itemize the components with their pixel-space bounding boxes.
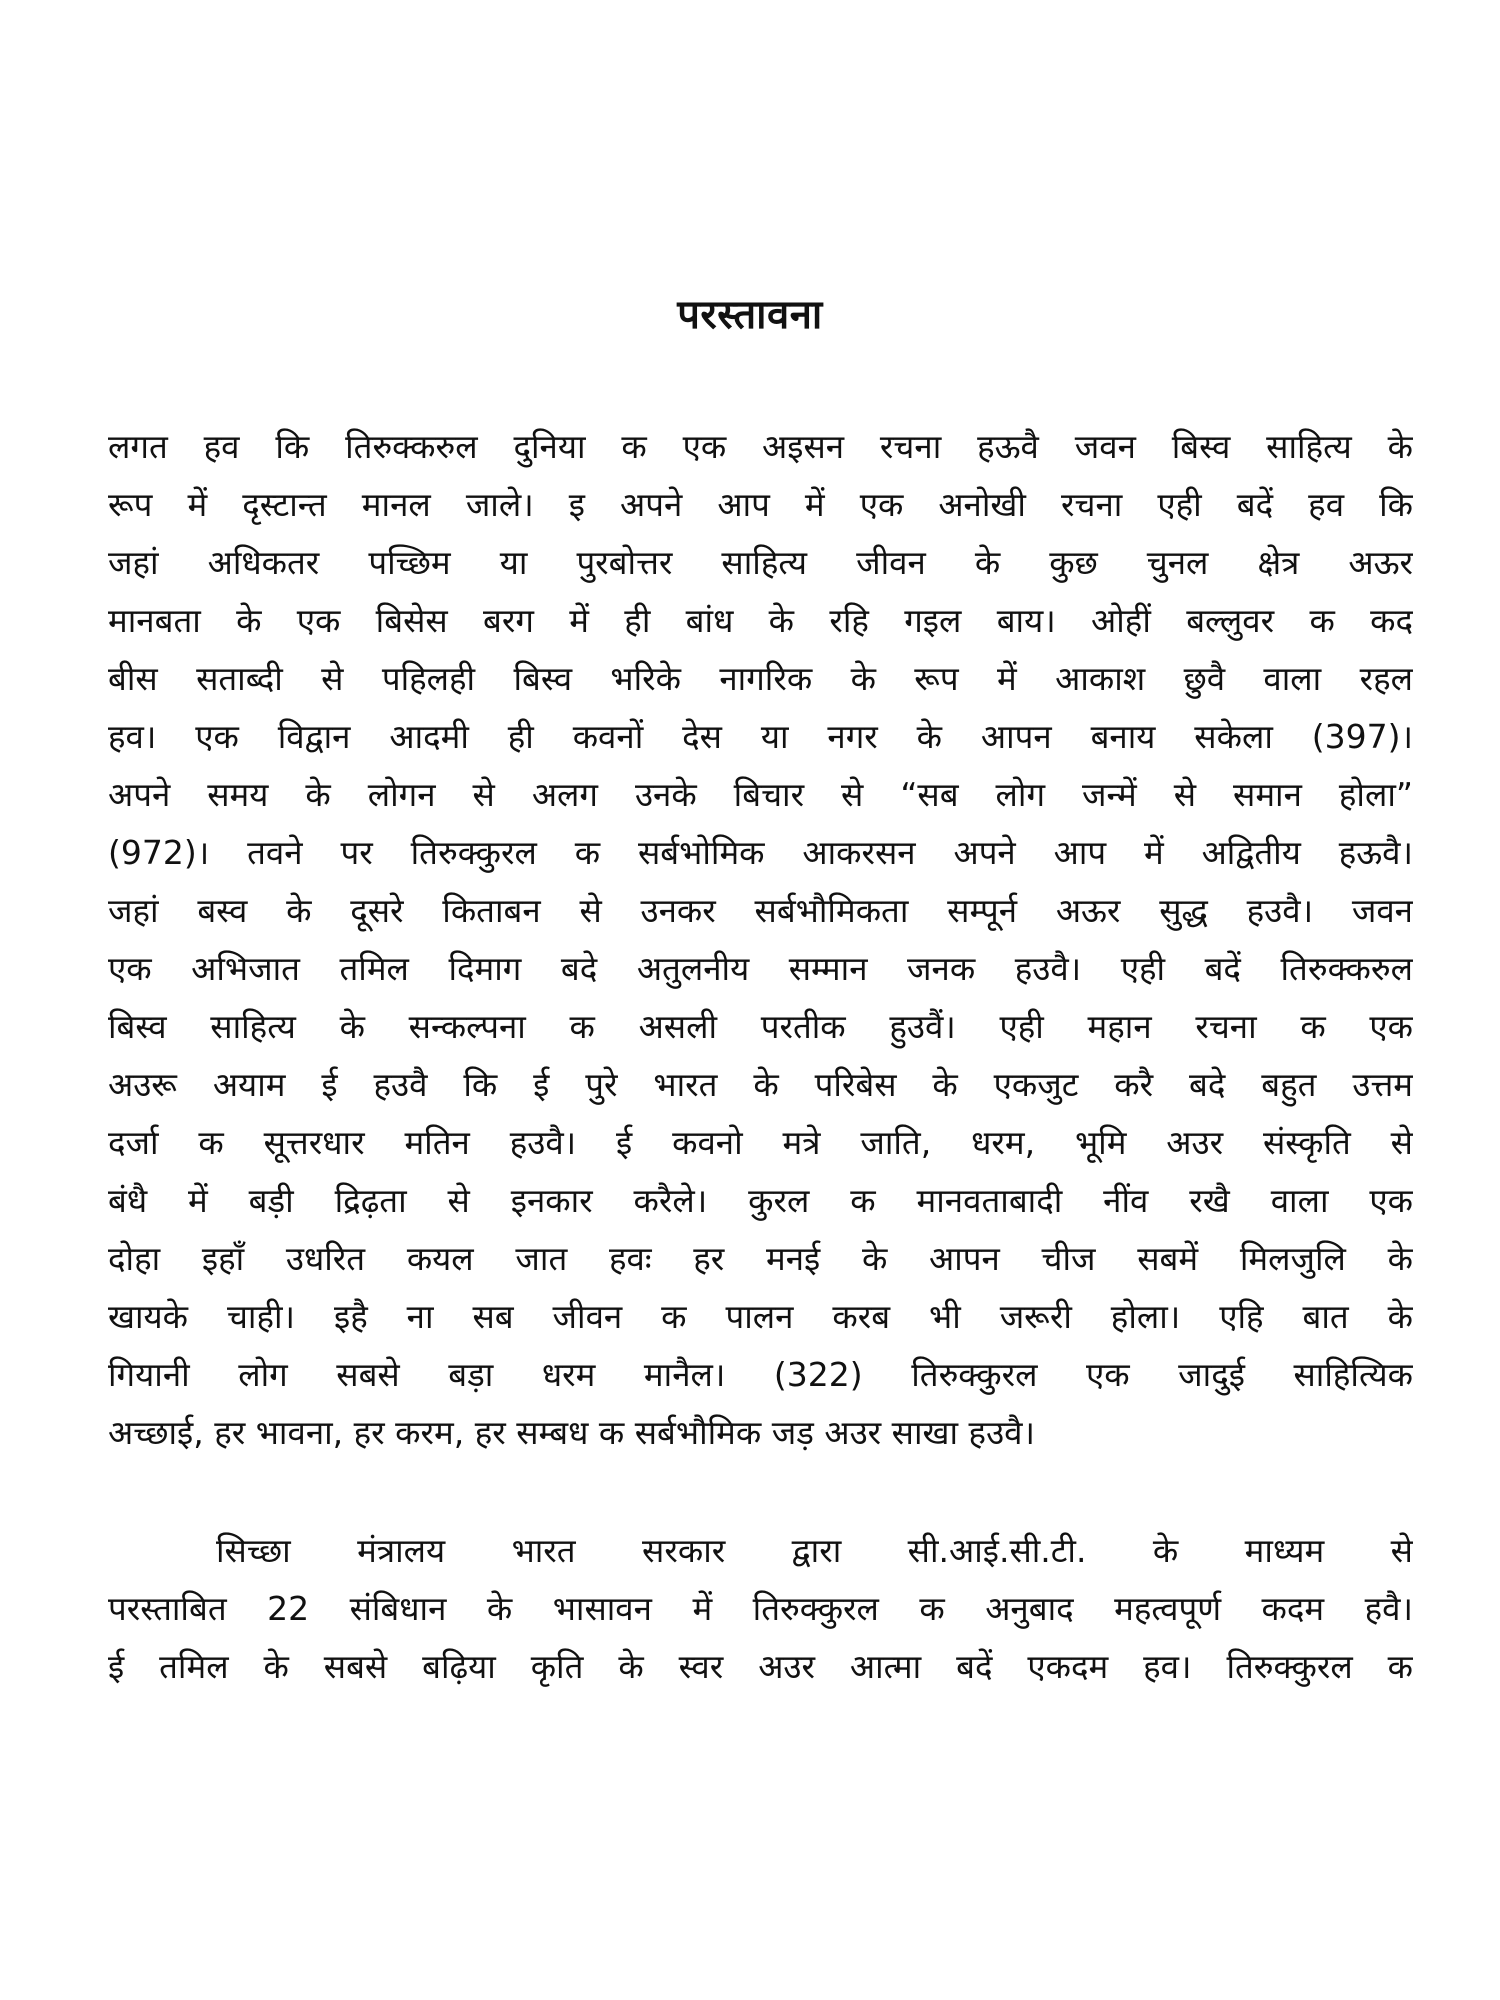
paragraph1-line-8: (972)। तवने पर तिरुक्कुरल क सर्बभोमिक आकरसन अपने आप में अद्वितीय हऊवै।	[108, 833, 1413, 872]
paragraph1-line-11: बिस्व साहित्य के सन्कल्पना क असली परतीक हुउवैं। एही महान रचना क एक	[108, 1007, 1413, 1046]
paragraph1-line-12: अउरू अयाम ई हउवै कि ई पुरे भारत के परिबेस के एकजुट करै बदे बहुत उत्तम	[108, 1065, 1413, 1104]
paragraph1-line-16: खायके चाही। इहै ना सब जीवन क पालन करब भी जरूरी होला। एहि बात के	[108, 1297, 1413, 1336]
paragraph1-line-1: लगत हव कि तिरुक्करुल दुनिया क एक अइसन रचना हऊवै जवन बिस्व साहित्य के	[108, 427, 1413, 466]
paragraph1-line-4: मानबता के एक बिसेस बरग में ही बांध के रहि गइल बाय। ओहीं बल्लुवर क कद	[108, 601, 1413, 640]
paragraph1-line-10: एक अभिजात तमिल दिमाग बदे अतुलनीय सम्मान जनक हउवै। एही बदें तिरुक्करुल	[108, 949, 1413, 988]
paragraph1-line-9: जहां बस्व के दूसरे किताबन से उनकर सर्बभौमिकता सम्पूर्न अऊर सुद्ध हउवै। जवन	[108, 891, 1413, 930]
paragraph2-line-3: ई तमिल के सबसे बढ़िया कृति के स्वर अउर आत्मा बदें एकदम हव। तिरुक्कुरल क	[108, 1647, 1413, 1686]
paragraph2-line-1: सिच्छा मंत्रालय भारत सरकार द्वारा सी.आई.सी.टी. के माध्यम से	[216, 1531, 1413, 1570]
paragraph1-line-7: अपने समय के लोगन से अलग उनके बिचार से “सब लोग जन्में से समान होला”	[108, 775, 1413, 814]
paragraph2-line-2: परस्ताबित 22 संबिधान के भासावन में तिरुक्कुरल क अनुबाद महत्वपूर्ण कदम हवै।	[108, 1589, 1413, 1628]
paragraph1-line-2: रूप में दृस्टान्त मानल जाले। इ अपने आप में एक अनोखी रचना एही बदें हव कि	[108, 485, 1413, 524]
paragraph1-line-5: बीस सताब्दी से पहिलही बिस्व भरिके नागरिक के रूप में आकाश छुवै वाला रहल	[108, 659, 1413, 698]
page-title: परस्तावना	[677, 292, 823, 338]
paragraph1-line-15: दोहा इहॉं उधरित कयल जात हवः हर मनई के आपन चीज सबमें मिलजुलि के	[108, 1239, 1413, 1278]
paragraph1-line-13: दर्जा क सूत्तरधार मतिन हउवै। ई कवनो मत्रे जाति, धरम, भूमि अउर संस्कृति से	[108, 1123, 1413, 1162]
paragraph1-line-14: बंधै में बड़ी द्रिढ़ता से इनकार करैले। कुरल क मानवताबादी नींव रखै वाला एक	[108, 1181, 1413, 1220]
paragraph1-line-6: हव। एक विद्वान आदमी ही कवनों देस या नगर के आपन बनाय सकेला (397)।	[108, 717, 1413, 756]
paragraph1-line-18: अच्छाई, हर भावना, हर करम, हर सम्बध क सर्बभौमिक जड़ अउर साखा हउवै।	[108, 1413, 1036, 1452]
paragraph1-line-17: गियानी लोग सबसे बड़ा धरम मानैल। (322) तिरुक्कुरल एक जादुई साहित्यिक	[108, 1355, 1413, 1394]
paragraph1-line-3: जहां अधिकतर पच्छिम या पुरबोत्तर साहित्य जीवन के कुछ चुनल क्षेत्र अऊर	[108, 543, 1413, 582]
